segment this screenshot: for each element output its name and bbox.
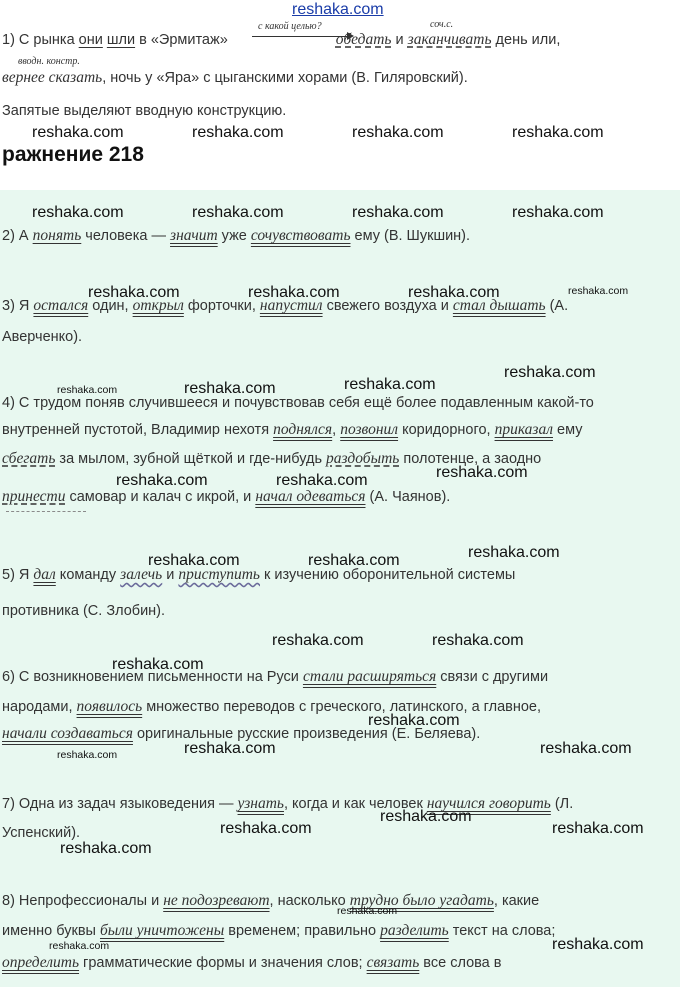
sentence-6-line-3: начали создаваться оригинальные русские произведения (Е. Беляева). (2, 725, 481, 742)
watermark: reshaka.com (468, 544, 560, 561)
watermark: reshaka.com (148, 552, 240, 569)
watermark: reshaka.com (512, 204, 604, 221)
sentence-4-line-1: 4) С трудом поняв случившееся и почувствовав себя ещё более подавленным какой-то (2, 395, 594, 411)
watermark: reshaka.com (552, 820, 644, 837)
watermark: reshaka.com (308, 552, 400, 569)
watermark: reshaka.com (352, 204, 444, 221)
watermark: reshaka.com (32, 124, 124, 141)
watermark: reshaka.com (337, 905, 398, 917)
sentence-2: 2) А понять человека — значит уже сочувствовать ему (В. Шукшин). (2, 227, 471, 244)
watermark: reshaka.com (512, 124, 604, 141)
watermark: reshaka.com (272, 632, 364, 649)
watermark: reshaka.com (57, 384, 118, 396)
sentence-1-line-1: 1) С рынка они шли в «Эрмитаж» обедать и заканчивать день или, (2, 31, 561, 48)
watermark: reshaka.com (276, 472, 368, 489)
sentence-8-line-2: именно буквы были уничтожены временем; правильно разделить текст на слова; (2, 922, 556, 939)
watermark: reshaka.com (220, 820, 312, 837)
annotation-coordinating: соч.с. (430, 19, 454, 30)
sentence-3-line-2: Аверченко). (2, 329, 83, 345)
sentence-5-line-1: 5) Я дал команду залечь и приступить к изучению оборонительной системы (2, 566, 516, 583)
sentence-1-line-2: вернее сказать, ночь у «Яра» с цыганскими хорами (В. Гиляровский). (2, 69, 468, 86)
sentence-8-line-3: определить грамматические формы и значения слов; связать все слова в (2, 954, 502, 971)
annotation-introductory: вводн. констр. (18, 56, 80, 67)
sentence-4-line-3: сбегать за мылом, зубной щёткой и где-нибудь раздобыть полотенце, а заодно (2, 450, 542, 467)
watermark: reshaka.com (32, 204, 124, 221)
exercise-heading: ражнение 218 (2, 143, 144, 166)
watermark: reshaka.com (192, 204, 284, 221)
site-link[interactable]: reshaka.com (292, 1, 384, 18)
watermark: reshaka.com (368, 712, 460, 729)
watermark: reshaka.com (352, 124, 444, 141)
sentence-7-line-1: 7) Одна из задач языковедения — узнать, когда и как человек научился говорить (Л. (2, 795, 574, 812)
sentence-7-line-2: Успенский). (2, 825, 81, 841)
sentence-5-line-2: противника (С. Злобин). (2, 603, 166, 619)
watermark: reshaka.com (408, 284, 500, 301)
watermark: reshaka.com (112, 656, 204, 673)
watermark: reshaka.com (504, 364, 596, 381)
dashed-underline (6, 511, 86, 512)
watermark: reshaka.com (184, 740, 276, 757)
watermark: reshaka.com (540, 740, 632, 757)
watermark: reshaka.com (380, 808, 472, 825)
watermark: reshaka.com (344, 376, 436, 393)
sentence-6-line-2: народами, появилось множество переводов с греческого, латинского, а главное, (2, 698, 542, 715)
watermark: reshaka.com (552, 936, 644, 953)
watermark: reshaka.com (432, 632, 524, 649)
watermark: reshaka.com (49, 940, 110, 952)
sentence-8-line-1: 8) Непрофессионалы и не подозревают, насколько трудно было угадать, какие (2, 892, 540, 909)
watermark: reshaka.com (568, 285, 629, 297)
watermark: reshaka.com (248, 284, 340, 301)
watermark: reshaka.com (116, 472, 208, 489)
watermark: reshaka.com (88, 284, 180, 301)
watermark: reshaka.com (192, 124, 284, 141)
note-text: Запятые выделяют вводную конструкцию. (2, 103, 287, 119)
annotation-purpose: с какой целью? (258, 21, 322, 32)
watermark: reshaka.com (60, 840, 152, 857)
sentence-4-line-2: внутренней пустотой, Владимир нехотя поднялся, позвонил коридорного, приказал ему (2, 421, 583, 438)
sentence-4-line-4: принести самовар и калач с икрой, и начал одеваться (А. Чаянов). (2, 488, 451, 505)
sentence-6-line-1: 6) С возникновением письменности на Руси стали расширяться связи с другими (2, 668, 549, 685)
watermark: reshaka.com (184, 380, 276, 397)
sentence-3-line-1: 3) Я остался один, открыл форточки, напустил свежего воздуха и стал дышать (А. (2, 297, 569, 314)
watermark: reshaka.com (436, 464, 528, 481)
watermark: reshaka.com (57, 749, 118, 761)
